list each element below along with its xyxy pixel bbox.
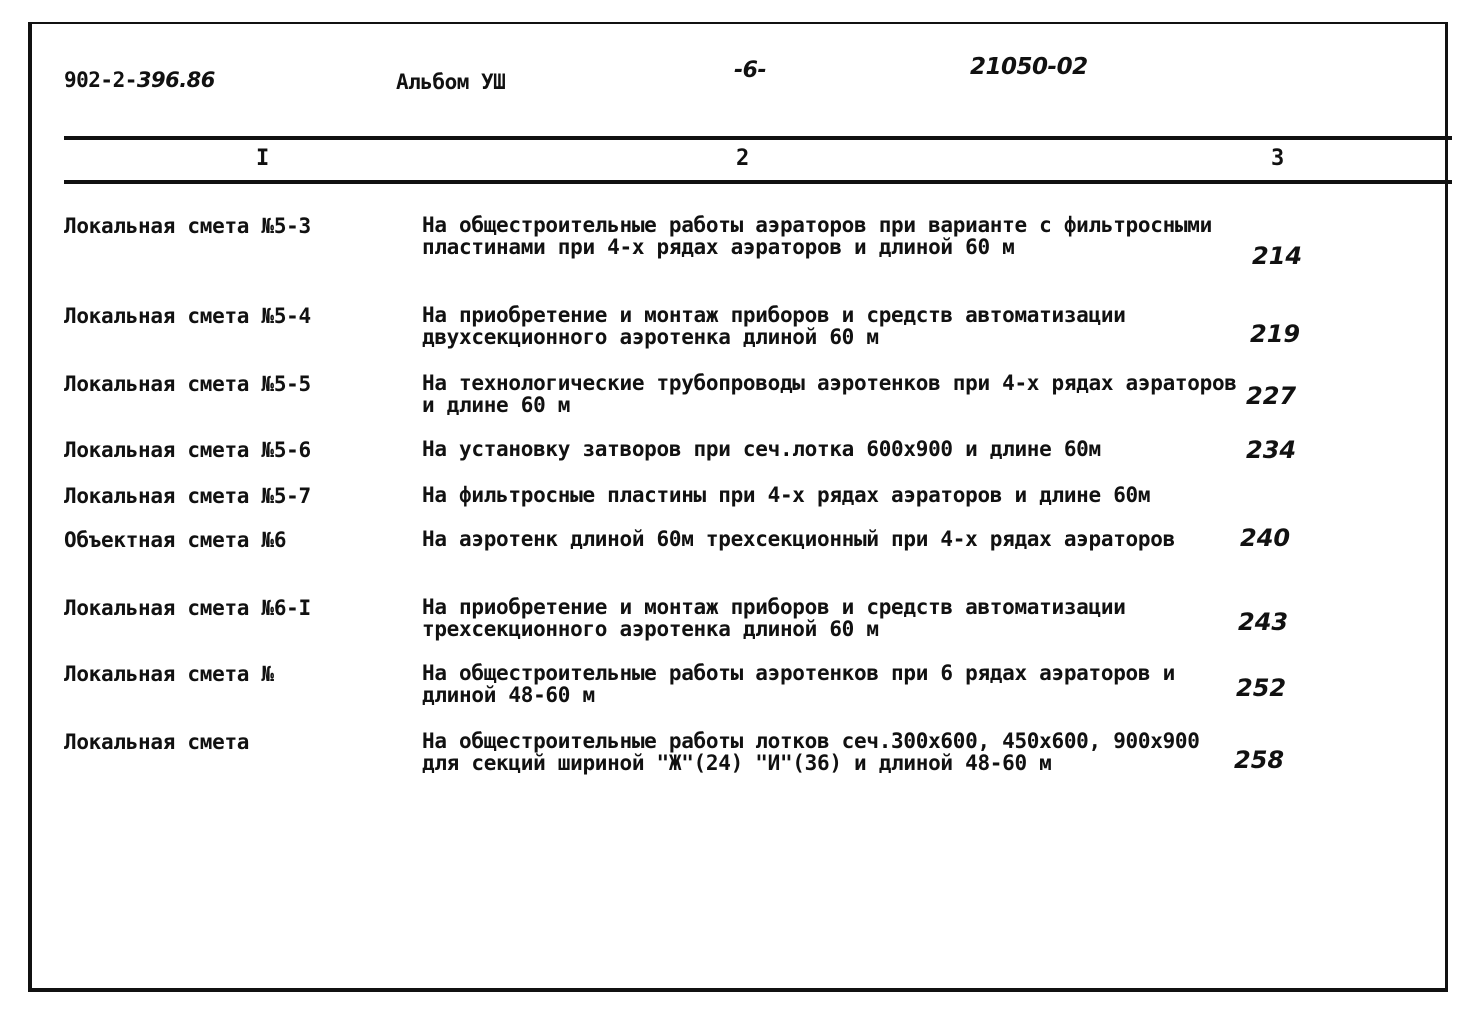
estimate-name: Локальная смета №5-7 (64, 484, 311, 508)
estimate-page: 258 (1234, 746, 1285, 774)
estimate-page: 219 (1250, 320, 1301, 348)
estimate-page: 252 (1236, 674, 1287, 702)
album-label: Альбом УШ (396, 70, 506, 94)
sheet-code: 21050-02 (970, 54, 1088, 80)
estimate-description: На приобретение и монтаж приборов и средств автоматизации двухсекционного аэротенка длиной 60 м (422, 303, 1126, 349)
estimate-name: Локальная смета № (64, 662, 274, 686)
estimate-description: На общестроительные работы аэротенков при 6 рядах аэраторов и длиной 48-60 м (422, 661, 1175, 707)
estimate-page: 234 (1246, 436, 1297, 464)
estimate-description: На общестроительные работы аэраторов при варианте с фильтросными пластинами при 4-х рядах аэраторов и длиной 60 м (422, 213, 1212, 259)
document-code-handwritten: 396.86 (136, 68, 215, 92)
estimate-description: На приобретение и монтаж приборов и средств автоматизации трехсекционного аэротенка длиной 60 м (422, 595, 1126, 641)
estimate-name: Локальная смета №5-3 (64, 214, 311, 238)
table-header-rule (64, 180, 1452, 184)
estimate-description: На аэротенк длиной 60м трехсекционный при 4-х рядах аэраторов (422, 527, 1175, 551)
estimate-page: 243 (1238, 608, 1289, 636)
estimate-name: Локальная смета №5-5 (64, 372, 311, 396)
estimate-name: Локальная смета №5-6 (64, 438, 311, 462)
estimate-name: Объектная смета №6 (64, 528, 287, 552)
table-top-rule (64, 136, 1452, 140)
column-header-1: I (256, 146, 270, 171)
estimate-description: На технологические трубопроводы аэротенков при 4-х рядах аэраторов и длине 60 м (422, 371, 1237, 417)
estimate-description: На общестроительные работы лотков сеч.300х600, 450х600, 900х900 для секций шириной "Ж"(24) "И"(36) и длиной 48-60 м (422, 729, 1200, 775)
estimate-description: На фильтросные пластины при 4-х рядах аэраторов и длине 60м (422, 483, 1151, 507)
estimate-page: 227 (1246, 382, 1297, 410)
estimate-page: 214 (1252, 242, 1303, 270)
document-code (64, 68, 215, 92)
document-code-printed: 902-2- (64, 68, 137, 92)
estimate-name: Локальная смета №5-4 (64, 304, 311, 328)
estimate-description: На установку затворов при сеч.лотка 600х900 и длине 60м (422, 437, 1101, 461)
page-number: -6- (734, 58, 767, 83)
estimate-name: Локальная смета (64, 730, 250, 754)
estimate-name: Локальная смета №6-I (64, 596, 311, 620)
estimate-page: 240 (1240, 524, 1291, 552)
column-header-2: 2 (736, 146, 750, 171)
column-header-3: 3 (1271, 146, 1285, 171)
